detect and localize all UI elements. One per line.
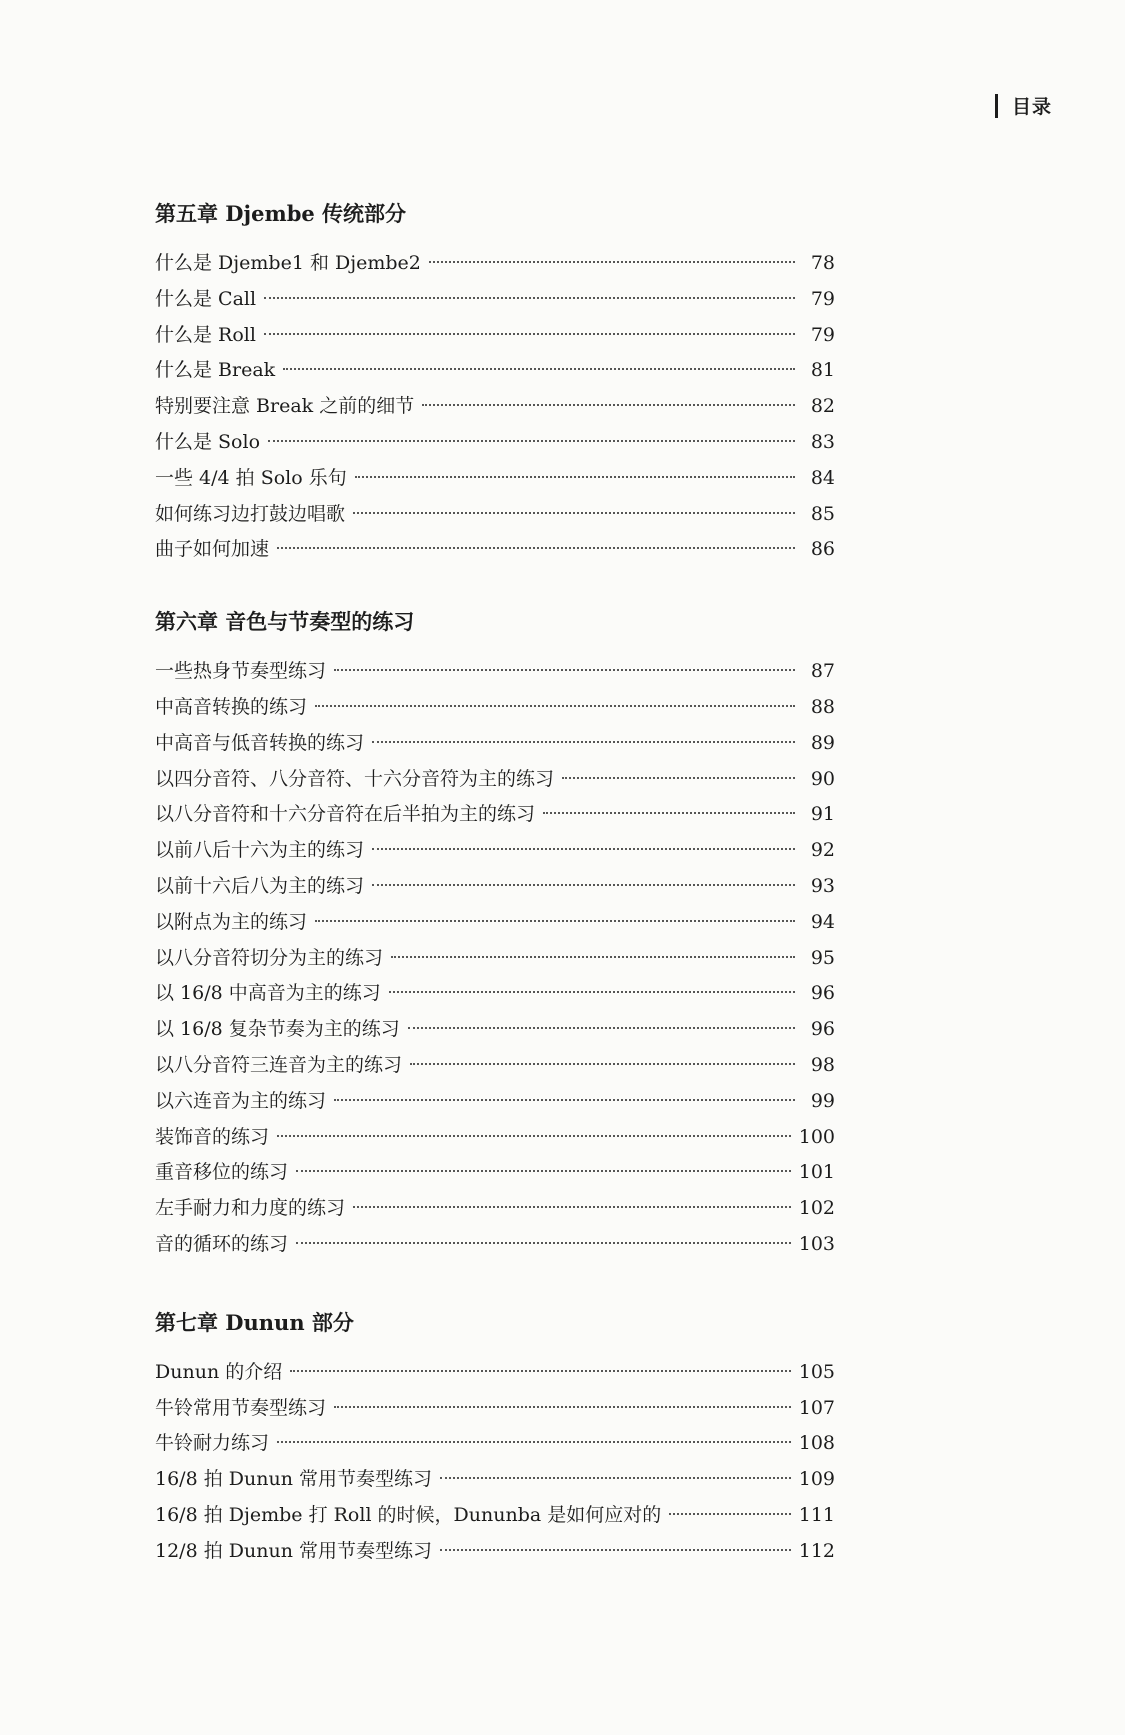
entry-title: 以八分音符切分为主的练习 [155, 946, 384, 969]
page-number: 86 [810, 538, 835, 561]
dot-leader [290, 1370, 791, 1372]
page-number: 105 [798, 1360, 835, 1383]
entry-title: 中高音转换的练习 [155, 695, 308, 718]
dot-leader [264, 333, 795, 335]
dot-leader [410, 1063, 795, 1065]
page-number: 96 [810, 1018, 835, 1041]
entry-title: 什么是 Break [155, 359, 276, 382]
page-number: 88 [810, 695, 835, 718]
dot-leader [408, 1027, 795, 1029]
toc-entry[interactable] [155, 833, 835, 869]
dot-leader [389, 991, 795, 993]
entry-title: 什么是 Solo [155, 430, 261, 453]
page-number: 79 [810, 287, 835, 310]
page-number: 102 [798, 1197, 835, 1220]
toc-entry[interactable] [155, 318, 835, 354]
chapter-5 [155, 196, 835, 568]
toc-entry[interactable] [155, 654, 835, 690]
toc-entry[interactable] [155, 869, 835, 905]
dot-leader [277, 1441, 791, 1443]
entry-title: 重音移位的练习 [155, 1161, 289, 1184]
dot-leader [355, 476, 795, 478]
toc-entry[interactable] [155, 726, 835, 762]
toc-entry[interactable] [155, 762, 835, 798]
toc-entry[interactable] [155, 532, 835, 568]
dot-leader [315, 705, 795, 707]
entry-title: 左手耐力和力度的练习 [155, 1197, 346, 1220]
toc-entry[interactable] [155, 1227, 835, 1263]
toc-entry[interactable] [155, 1155, 835, 1191]
entry-title: 以前八后十六为主的练习 [155, 839, 365, 862]
chapter-6 [155, 604, 835, 1263]
dot-leader [353, 1206, 791, 1208]
dot-leader [391, 956, 795, 958]
page-number: 107 [798, 1396, 835, 1419]
dot-leader [264, 297, 795, 299]
page-number: 87 [810, 660, 835, 683]
entry-title: 以附点为主的练习 [155, 910, 308, 933]
toc-entry[interactable] [155, 1120, 835, 1156]
dot-leader [543, 812, 795, 814]
toc-entry[interactable] [155, 1084, 835, 1120]
toc-entry[interactable] [155, 1534, 835, 1570]
entry-title: 12/8 拍 Dunun 常用节奏型练习 [155, 1539, 432, 1562]
page-number: 108 [798, 1432, 835, 1455]
dot-leader [268, 440, 795, 442]
page-number: 85 [810, 502, 835, 525]
dot-leader [669, 1513, 790, 1515]
entry-list [155, 246, 835, 568]
dot-leader [277, 1135, 791, 1137]
page-number: 81 [810, 359, 835, 382]
header-divider [995, 94, 998, 118]
toc-entry[interactable] [155, 941, 835, 977]
entry-title: 以 16/8 中高音为主的练习 [155, 982, 381, 1005]
header-title: 目录 [1012, 96, 1053, 118]
toc-entry[interactable] [155, 282, 835, 318]
entry-title: 以 16/8 复杂节奏为主的练习 [155, 1018, 400, 1041]
dot-leader [440, 1549, 791, 1551]
toc-entry[interactable] [155, 976, 835, 1012]
table-of-contents [155, 196, 835, 1570]
page-number: 78 [810, 252, 835, 274]
page-number: 94 [810, 910, 835, 933]
toc-entry[interactable] [155, 1048, 835, 1084]
chapter-title: 第七章 Dunun 部分 [155, 1309, 354, 1335]
entry-title: 一些热身节奏型练习 [155, 660, 327, 683]
entry-list [155, 1355, 835, 1570]
page-number: 112 [798, 1539, 835, 1562]
entry-title: 以前十六后八为主的练习 [155, 874, 365, 897]
toc-entry[interactable] [155, 1462, 835, 1498]
entry-title: 16/8 拍 Dunun 常用节奏型练习 [155, 1468, 432, 1491]
entry-title: 什么是 Roll [155, 323, 256, 346]
entry-list [155, 654, 835, 1263]
page-number: 90 [810, 767, 835, 790]
toc-entry[interactable] [155, 1355, 835, 1391]
dot-leader [315, 920, 795, 922]
dot-leader [422, 404, 795, 406]
chapter-title: 第六章 音色与节奏型的练习 [155, 609, 415, 635]
page-number: 82 [810, 395, 835, 418]
page-number: 83 [810, 430, 835, 453]
dot-leader [334, 1099, 795, 1101]
dot-leader [372, 741, 795, 743]
dot-leader [562, 777, 795, 779]
entry-title: 以六连音为主的练习 [155, 1089, 327, 1112]
entry-title: 16/8 拍 Djembe 打 Roll 的时候，Dununba 是如何应对的 [155, 1503, 662, 1526]
toc-entry[interactable] [155, 497, 835, 533]
dot-leader [334, 669, 795, 671]
entry-title: 牛铃耐力练习 [155, 1432, 270, 1455]
entry-title: 一些 4/4 拍 Solo 乐句 [155, 466, 347, 489]
toc-entry[interactable] [155, 425, 835, 461]
running-header [995, 92, 1052, 119]
page-number: 100 [798, 1125, 835, 1148]
toc-entry[interactable] [155, 1426, 835, 1462]
entry-title: 以四分音符、八分音符、十六分音符为主的练习 [155, 767, 555, 790]
entry-title: 以八分音符三连音为主的练习 [155, 1053, 403, 1076]
chapter-7 [155, 1305, 835, 1570]
dot-leader [372, 848, 795, 850]
dot-leader [283, 368, 795, 370]
page-number: 89 [810, 731, 835, 754]
entry-title: Dunun 的介绍 [155, 1360, 283, 1383]
page-number: 96 [810, 982, 835, 1005]
page-number: 84 [810, 466, 835, 489]
page-number: 93 [810, 874, 835, 897]
dot-leader [353, 512, 795, 514]
entry-title: 什么是 Djembe1 和 Djembe2 [155, 252, 421, 274]
toc-entry[interactable] [155, 246, 835, 282]
toc-entry[interactable] [155, 1498, 835, 1534]
entry-title: 什么是 Call [155, 287, 257, 310]
page-number: 99 [810, 1089, 835, 1112]
toc-entry[interactable] [155, 1191, 835, 1227]
entry-title: 牛铃常用节奏型练习 [155, 1396, 327, 1419]
page-number: 92 [810, 839, 835, 862]
page-number: 101 [798, 1161, 835, 1184]
entry-title: 中高音与低音转换的练习 [155, 731, 365, 754]
dot-leader [429, 261, 795, 263]
toc-entry[interactable] [155, 1012, 835, 1048]
toc-entry[interactable] [155, 461, 835, 497]
entry-title: 如何练习边打鼓边唱歌 [155, 502, 346, 525]
page-number: 103 [798, 1232, 835, 1255]
entry-title: 以八分音符和十六分音符在后半拍为主的练习 [155, 803, 536, 826]
page-number: 95 [810, 946, 835, 969]
dot-leader [372, 884, 795, 886]
dot-leader [277, 547, 795, 549]
toc-entry[interactable] [155, 389, 835, 425]
toc-entry[interactable] [155, 1391, 835, 1427]
toc-entry[interactable] [155, 353, 835, 389]
toc-entry[interactable] [155, 690, 835, 726]
page-number: 98 [810, 1053, 835, 1076]
entry-title: 装饰音的练习 [155, 1125, 270, 1148]
page-number: 109 [798, 1468, 835, 1491]
page-number: 79 [810, 323, 835, 346]
page-number: 111 [798, 1503, 835, 1526]
page-number: 91 [810, 803, 835, 826]
chapter-title: 第五章 Djembe 传统部分 [155, 201, 407, 226]
dot-leader [296, 1242, 791, 1244]
toc-entry[interactable] [155, 797, 835, 833]
entry-title: 曲子如何加速 [155, 538, 270, 561]
dot-leader [296, 1170, 791, 1172]
dot-leader [334, 1406, 791, 1408]
entry-title: 音的循环的练习 [155, 1232, 289, 1255]
dot-leader [440, 1477, 791, 1479]
toc-entry[interactable] [155, 905, 835, 941]
entry-title: 特别要注意 Break 之前的细节 [155, 395, 415, 418]
